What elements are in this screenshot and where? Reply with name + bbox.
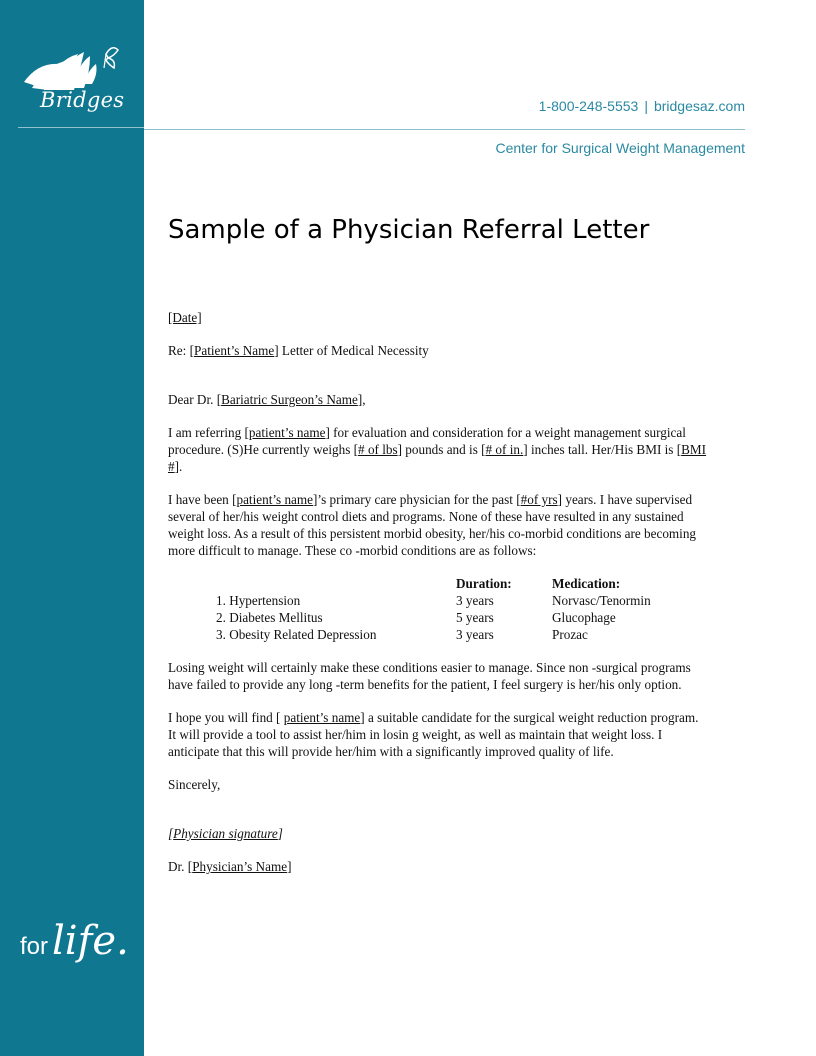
table-row xyxy=(168,626,708,643)
p1-placeholder-4: BMI # xyxy=(168,442,707,474)
letter-closing: Sincerely, xyxy=(168,777,221,792)
date-placeholder: [Date] xyxy=(168,310,202,325)
table-row xyxy=(168,609,708,626)
letter-paragraph-3: Losing weight will certainly make these conditions easier to manage. Since non -surgical programs have failed to provide any long -term benefits for the patient, I feel surgery is her/his only option. xyxy=(168,660,691,692)
signature-placeholder: Physician signature xyxy=(173,826,278,841)
condition-medication: Norvasc/Tenormin xyxy=(552,593,651,608)
letter-paragraph-2 xyxy=(168,491,708,559)
conditions-header-row xyxy=(168,575,708,592)
brand-name: Bridges xyxy=(40,88,125,112)
condition-duration: 3 years xyxy=(456,593,494,608)
header-separator: | xyxy=(644,98,648,114)
letter-paragraph-4 xyxy=(168,709,708,760)
medication-header: Medication: xyxy=(552,576,621,591)
condition-header-blank xyxy=(168,575,456,592)
sidebar xyxy=(0,0,144,1056)
letter-re-line xyxy=(168,342,708,359)
header-divider xyxy=(144,129,745,130)
letter-paragraph-1 xyxy=(168,424,708,475)
p1-text-5: ]. xyxy=(174,459,183,474)
p2-text-1: I have been [ xyxy=(168,492,237,507)
p1-text-3: ] pounds and is [ xyxy=(397,442,486,457)
tagline-life: life. xyxy=(52,918,129,964)
sidebar-divider xyxy=(18,127,144,128)
salutation-suffix: ], xyxy=(357,392,366,407)
p4-text-1: I hope you will find [ xyxy=(168,710,284,725)
page-title: Sample of a Physician Referral Letter xyxy=(168,215,650,245)
condition-name: 2. Diabetes Mellitus xyxy=(216,610,323,625)
duration-header: Duration: xyxy=(456,576,512,591)
p1-text-4: ] inches tall. Her/His BMI is [ xyxy=(523,442,682,457)
p1-text-1: I am referring [ xyxy=(168,425,249,440)
salutation-placeholder: Bariatric Surgeon’s Name xyxy=(221,392,358,407)
header-contact xyxy=(539,98,745,114)
letter-date xyxy=(168,309,708,326)
condition-duration: 3 years xyxy=(456,627,494,642)
table-row xyxy=(168,592,708,609)
signoff-line xyxy=(168,858,708,875)
salutation-prefix: Dear Dr. [ xyxy=(168,392,222,407)
signature-close: ] xyxy=(277,826,283,841)
signature-open: [ xyxy=(168,826,174,841)
center-name: Center for Surgical Weight Management xyxy=(495,140,745,156)
condition-medication: Glucophage xyxy=(552,610,616,625)
signature-line xyxy=(168,825,708,842)
signoff-prefix: Dr. [ xyxy=(168,859,193,874)
p2-text-2: ]’s primary care physician for the past [ xyxy=(313,492,521,507)
signoff-placeholder: Physician’s Name xyxy=(192,859,288,874)
letter-body xyxy=(168,309,708,891)
tagline xyxy=(20,918,129,964)
re-placeholder: Patient’s Name xyxy=(194,343,275,358)
signoff-suffix: ] xyxy=(287,859,292,874)
condition-medication: Prozac xyxy=(552,627,588,642)
website-link[interactable]: bridgesaz.com xyxy=(653,98,745,114)
condition-name: 1. Hypertension xyxy=(216,593,301,608)
letter-salutation xyxy=(168,391,708,408)
p2-text-3: ] years. I have supervised several of her/his weight control diets and programs. None of these have resulted in any sustained weight loss. As a result of this persistent morbid obesity, her/his co-morbid conditions are becoming more difficult to manage. These co -morbid conditions are as follows: xyxy=(168,492,697,558)
p1-placeholder-2: # of lbs xyxy=(358,442,398,457)
conditions-table xyxy=(168,575,708,643)
p2-placeholder-2: #of yrs xyxy=(520,492,558,507)
condition-name: 3. Obesity Related Depression xyxy=(216,627,377,642)
p4-text-2: ] a suitable candidate for the surgical weight reduction program. It will provide a tool to assist her/him in losin g weight, as well as maintain that weight loss. I anticipate that this will provide her/him with a significantly improved quality of life. xyxy=(168,710,699,759)
condition-duration: 5 years xyxy=(456,610,494,625)
phone-number: 1-800-248-5553 xyxy=(538,98,639,114)
re-prefix: Re: [ xyxy=(168,343,195,358)
p4-placeholder-1: patient’s name xyxy=(283,710,361,725)
p1-text-2: ] for evaluation and consideration for a weight management surgical procedure. (S)He currently weighs [ xyxy=(168,425,686,457)
p1-placeholder-3: # of in. xyxy=(485,442,524,457)
re-suffix: ] Letter of Medical Necessity xyxy=(274,343,429,358)
p1-placeholder-1: patient’s name xyxy=(248,425,326,440)
tagline-for: for xyxy=(20,933,49,960)
p2-placeholder-1: patient’s name xyxy=(236,492,314,507)
